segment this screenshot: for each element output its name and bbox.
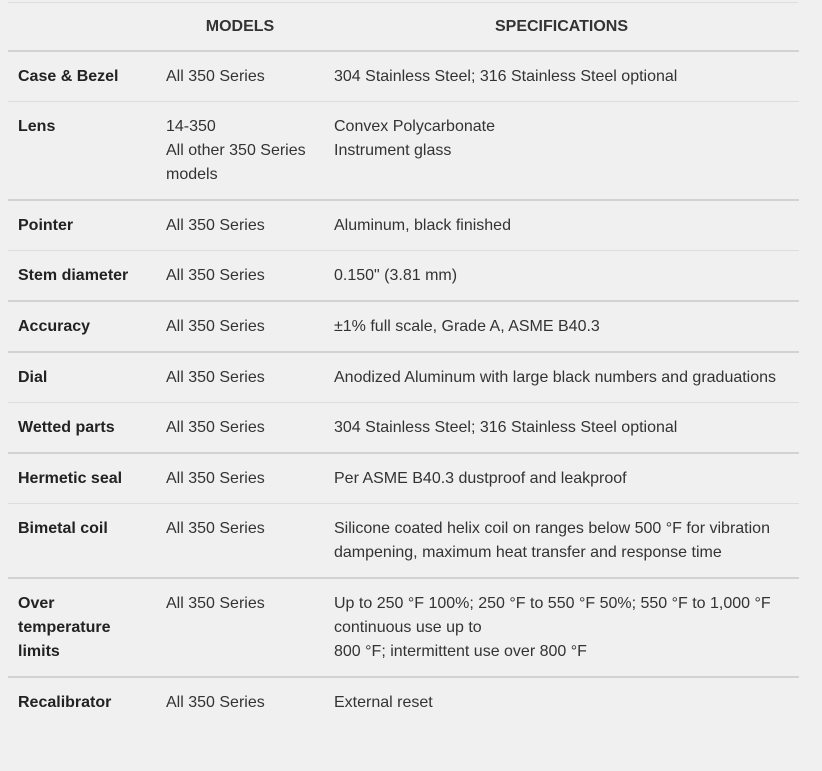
table-row: [8, 504, 799, 579]
table-row: [8, 102, 799, 201]
table-row: [8, 51, 799, 102]
row-label: Lens: [8, 102, 156, 201]
table-header-row: [8, 3, 799, 51]
table-row: [8, 352, 799, 403]
table-row: [8, 200, 799, 251]
row-label: Case & Bezel: [8, 51, 156, 102]
row-specs: Silicone coated helix coil on ranges below 500 °F for vibration dampening, maximum heat transfer and response time: [324, 504, 799, 579]
table-row: [8, 251, 799, 302]
row-models: All 350 Series: [156, 251, 324, 302]
row-models: 14-350 All other 350 Series models: [156, 102, 324, 201]
row-specs: ±1% full scale, Grade A, ASME B40.3: [324, 301, 799, 352]
row-specs: 304 Stainless Steel; 316 Stainless Steel optional: [324, 51, 799, 102]
row-label: Wetted parts: [8, 403, 156, 454]
row-specs: Anodized Aluminum with large black numbers and graduations: [324, 352, 799, 403]
row-label: Pointer: [8, 200, 156, 251]
row-models: All 350 Series: [166, 694, 265, 711]
row-label: Recalibrator: [18, 694, 112, 711]
header-specifications: SPECIFICATIONS: [324, 3, 799, 51]
row-specs: Up to 250 °F 100%; 250 °F to 550 °F 50%; 550 °F to 1,000 °F continuous use up to 800 °F; intermittent use over 800 °F: [324, 578, 799, 677]
row-models: All 350 Series: [156, 301, 324, 352]
table-row: [8, 578, 799, 677]
row-label: Dial: [8, 352, 156, 403]
row-label: Over temperature limits: [8, 578, 156, 677]
table-row: [8, 301, 799, 352]
row-specs: 0.150" (3.81 mm): [324, 251, 799, 302]
table-row: [8, 403, 799, 454]
header-models: MODELS: [156, 3, 324, 51]
row-label: Accuracy: [8, 301, 156, 352]
specifications-table: [8, 3, 799, 727]
row-models: All 350 Series: [156, 200, 324, 251]
row-models: All 350 Series: [156, 403, 324, 454]
row-models: All 350 Series: [156, 352, 324, 403]
header-feature: [8, 3, 156, 51]
row-specs: External reset: [334, 694, 433, 711]
row-models: All 350 Series: [156, 453, 324, 504]
table-row: [8, 453, 799, 504]
row-models: All 350 Series: [156, 578, 324, 677]
row-label: Bimetal coil: [8, 504, 156, 579]
table-row: [8, 677, 799, 727]
row-specs: Per ASME B40.3 dustproof and leakproof: [324, 453, 799, 504]
row-label: Stem diameter: [8, 251, 156, 302]
row-specs: Convex Polycarbonate Instrument glass: [324, 102, 799, 201]
row-specs: Aluminum, black finished: [324, 200, 799, 251]
row-models: All 350 Series: [156, 51, 324, 102]
row-label: Hermetic seal: [8, 453, 156, 504]
row-models: All 350 Series: [156, 504, 324, 579]
row-specs: 304 Stainless Steel; 316 Stainless Steel optional: [324, 403, 799, 454]
